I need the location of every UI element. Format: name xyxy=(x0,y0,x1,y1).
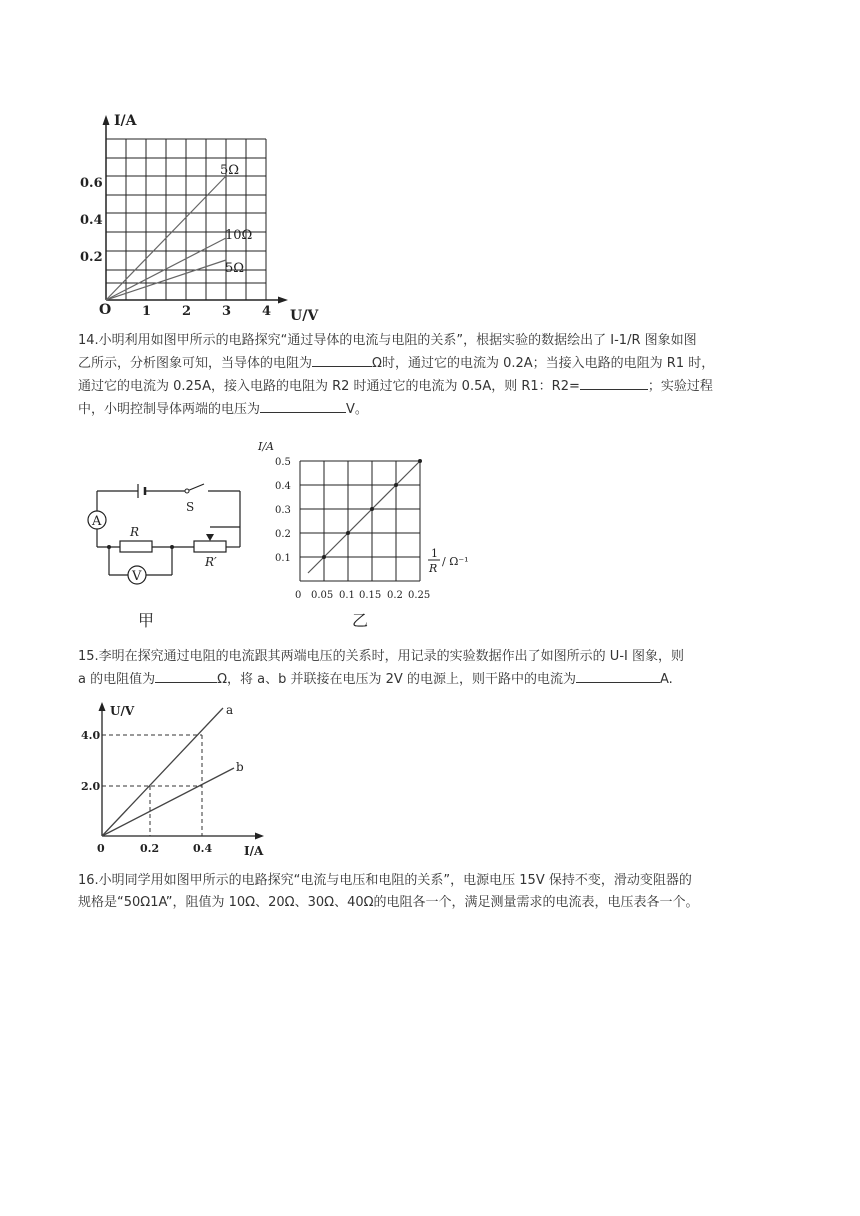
q16-line-1: 16.小明同学用如图甲所示的电路探究“电流与电压和电阻的关系”，电源电压 15V 保持不变，滑动变阻器的 xyxy=(78,873,692,888)
answer-blank-current[interactable] xyxy=(576,668,660,683)
question-16 xyxy=(78,870,784,914)
x-axis-label: U/V xyxy=(290,308,319,324)
y-axis-label: I/A xyxy=(258,440,274,453)
x-tick-0: 0 xyxy=(97,842,105,855)
x-tick-0-05: 0.05 xyxy=(311,590,334,601)
q14-line-4 xyxy=(78,398,784,421)
q14-line-2 xyxy=(78,352,784,375)
x-tick-3: 3 xyxy=(222,304,232,319)
x-axis-label: I/A xyxy=(244,844,264,858)
line-b xyxy=(102,768,234,836)
ammeter-label: A xyxy=(92,514,102,529)
q14-text: 中，小明控制导体两端的电压为 xyxy=(78,402,261,417)
x-tick-2: 2 xyxy=(182,304,192,319)
y-tick-0-4: 0.4 xyxy=(80,213,103,228)
line-label-5-ohm-bottom: 5Ω xyxy=(225,261,245,276)
x-axis-label-unit: / Ω⁻¹ xyxy=(442,555,469,568)
q14-line-3 xyxy=(78,375,784,398)
line-label-10-ohm: 10Ω xyxy=(225,228,253,243)
question-15 xyxy=(78,646,784,691)
data-point xyxy=(346,531,350,535)
q14-text: 通过它的电流为 0.25A，接入电路的电阻为 R2 时通过它的电流为 0.5A，则 R1：R2= xyxy=(78,379,580,394)
y-tick-0-2: 0.2 xyxy=(275,529,291,540)
q14-text: ；实验过程 xyxy=(647,379,713,394)
x-tick-4: 4 xyxy=(262,304,272,319)
circuit-diagram xyxy=(82,478,248,590)
q14-text: V。 xyxy=(346,402,368,417)
q15-text: Ω，将 a、b 并联接在电压为 2V 的电源上，则干路中的电流为 xyxy=(217,672,576,687)
x-tick-0-25: 0.25 xyxy=(408,590,431,601)
y-tick-0-3: 0.3 xyxy=(275,505,291,516)
ui-graph-figure xyxy=(78,698,278,862)
x-tick-0-2: 0.2 xyxy=(140,842,160,855)
data-point xyxy=(394,483,398,487)
y-tick-0-5: 0.5 xyxy=(275,457,291,468)
q15-text: a 的电阻值为 xyxy=(78,672,156,687)
x-axis-label-numerator: 1 xyxy=(431,547,438,560)
x-tick-0: 0 xyxy=(295,590,302,601)
y-tick-0-1: 0.1 xyxy=(275,553,291,564)
data-point xyxy=(418,459,422,463)
caption-jia: 甲 xyxy=(138,611,155,630)
answer-blank-resistance-a[interactable] xyxy=(155,668,217,683)
line-a-label: a xyxy=(226,703,234,717)
y-axis-label: U/V xyxy=(110,704,135,718)
rheostat-label: R′ xyxy=(205,555,217,569)
y-tick-0-6: 0.6 xyxy=(80,176,103,191)
question-14 xyxy=(78,330,784,421)
q14-text: 乙所示，分析图象可知，当导体的电阻为 xyxy=(78,356,313,371)
iu-graph-figure xyxy=(78,112,338,330)
line-a xyxy=(102,708,223,836)
answer-blank-resistance[interactable] xyxy=(312,352,372,367)
caption-yi: 乙 xyxy=(352,611,369,630)
switch-label: S xyxy=(186,500,195,514)
q16-line-2: 规格是“50Ω1A”，阻值为 10Ω、20Ω、30Ω、40Ω的电阻各一个，满足测量需求的电流表，电压表各一个。 xyxy=(78,895,699,910)
y-tick-0-4: 0.4 xyxy=(275,481,291,492)
origin-label: O xyxy=(99,302,112,318)
y-tick-2-0: 2.0 xyxy=(81,780,101,793)
x-tick-0-2: 0.2 xyxy=(387,590,403,601)
y-tick-4-0: 4.0 xyxy=(81,729,101,742)
resistor-label: R xyxy=(130,525,140,539)
i-inverse-r-graph xyxy=(252,436,482,606)
q14-text: Ω时，通过它的电流为 0.2A；当接入电路的电阻为 R1 时， xyxy=(372,356,715,371)
answer-blank-voltage[interactable] xyxy=(260,398,346,413)
x-tick-0-4: 0.4 xyxy=(193,842,213,855)
line-label-5-ohm-top: 5Ω xyxy=(220,163,240,178)
x-tick-0-1: 0.1 xyxy=(339,590,355,601)
y-axis-label: I/A xyxy=(114,113,137,129)
line-b-label: b xyxy=(236,760,244,774)
x-axis-label-denominator: R xyxy=(429,562,438,575)
x-tick-1: 1 xyxy=(142,304,152,319)
y-tick-0-2: 0.2 xyxy=(80,250,103,265)
q15-line-2 xyxy=(78,668,784,691)
x-tick-0-15: 0.15 xyxy=(359,590,382,601)
q14-line-1: 14.小明利用如图甲所示的电路探究“通过导体的电流与电阻的关系”，根据实验的数据绘出了 I-1/R 图象如图 xyxy=(78,333,697,348)
q15-text: A. xyxy=(659,672,673,687)
data-point xyxy=(370,507,374,511)
data-point xyxy=(322,555,326,559)
q15-line-1: 15.李明在探究通过电阻的电流跟其两端电压的关系时，用记录的实验数据作出了如图所示的 U-I 图象，则 xyxy=(78,649,684,664)
answer-blank-ratio[interactable] xyxy=(580,375,648,390)
voltmeter-label: V xyxy=(132,569,142,584)
